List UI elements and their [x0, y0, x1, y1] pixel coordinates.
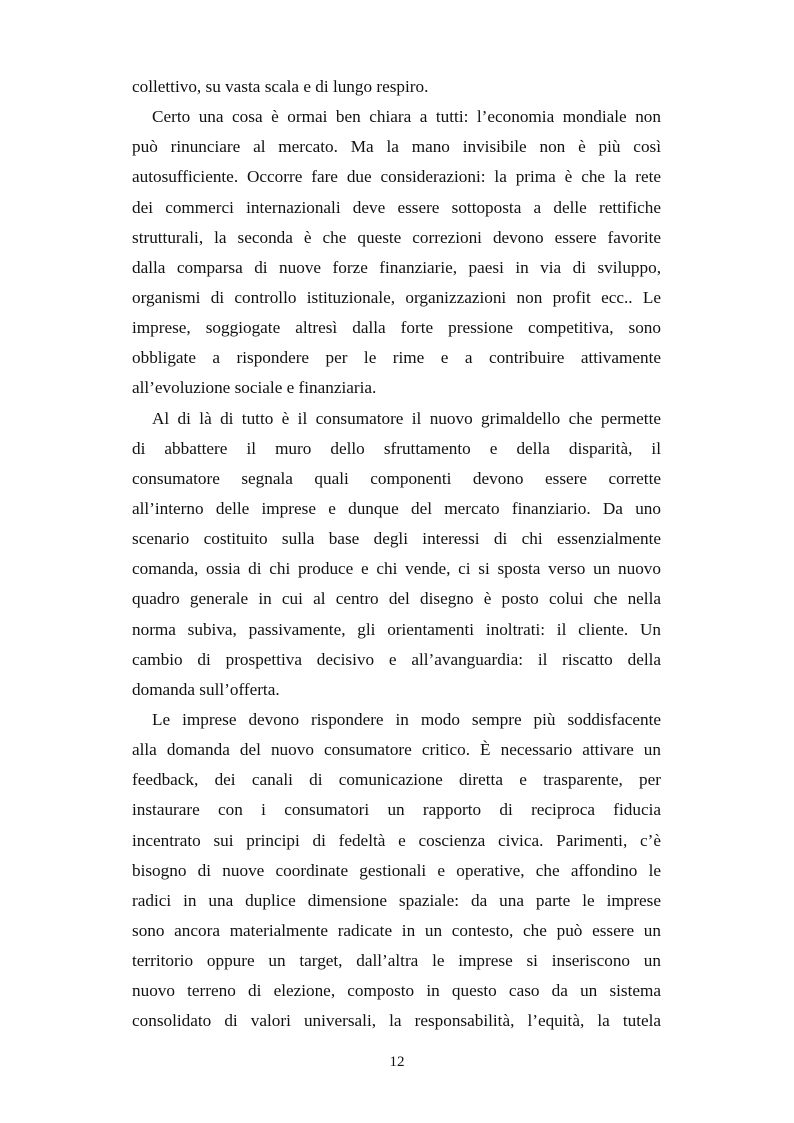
- page-number: 12: [389, 1054, 405, 1070]
- text-line: alla domanda del nuovo consumatore critico. È necessario attivare un: [132, 740, 661, 760]
- text-line: norma subiva, passivamente, gli orientamenti inoltrati: il cliente. Un: [132, 619, 661, 639]
- paragraph: [132, 705, 661, 1037]
- text-line: collettivo, su vasta scala e di lungo respiro.: [132, 77, 429, 96]
- text-line: scenario costituito sulla base degli interessi di chi essenzialmente: [132, 529, 661, 549]
- paragraph: [132, 404, 661, 705]
- text-line: consumatore segnala quali componenti devono essere corrette: [132, 468, 661, 488]
- text-line: territorio oppure un target, dall’altra le imprese si inseriscono un: [132, 951, 661, 971]
- text-line: Al di là di tutto è il consumatore il nuovo grimaldello che permette: [152, 408, 661, 428]
- paragraph: [132, 72, 661, 102]
- text-line: quadro generale in cui al centro del disegno è posto colui che nella: [132, 589, 661, 609]
- text-line: sono ancora materialmente radicate in un contesto, che può essere un: [132, 920, 661, 940]
- text-line: nuovo terreno di elezione, composto in questo caso da un sistema: [132, 981, 661, 1001]
- body-text: [132, 72, 661, 1037]
- text-line: feedback, dei canali di comunicazione diretta e trasparente, per: [132, 770, 661, 790]
- text-line: all’interno delle imprese e dunque del mercato finanziario. Da uno: [132, 498, 661, 518]
- text-line: dei commerci internazionali deve essere sottoposta a delle rettifiche: [132, 197, 661, 217]
- text-line: radici in una duplice dimensione spaziale: da una parte le imprese: [132, 890, 661, 910]
- text-line: comanda, ossia di chi produce e chi vende, ci si sposta verso un nuovo: [132, 559, 661, 579]
- text-line: può rinunciare al mercato. Ma la mano invisibile non è più così: [132, 137, 661, 157]
- text-line: instaurare con i consumatori un rapporto di reciproca fiducia: [132, 800, 661, 820]
- text-line: incentrato sui principi di fedeltà e coscienza civica. Parimenti, c’è: [132, 830, 661, 850]
- text-line: di abbattere il muro dello sfruttamento e della disparità, il: [132, 438, 661, 458]
- text-line: bisogno di nuove coordinate gestionali e operative, che affondino le: [132, 860, 661, 880]
- text-line: domanda sull’offerta.: [132, 679, 280, 699]
- text-line: strutturali, la seconda è che queste correzioni devono essere favorite: [132, 227, 661, 247]
- text-line: organismi di controllo istituzionale, organizzazioni non profit ecc.. Le: [132, 287, 661, 307]
- text-line: dalla comparsa di nuove forze finanziarie, paesi in via di sviluppo,: [132, 257, 661, 277]
- text-line: obbligate a rispondere per le rime e a contribuire attivamente: [132, 348, 661, 368]
- text-line: cambio di prospettiva decisivo e all’avanguardia: il riscatto della: [132, 649, 661, 669]
- text-line: consolidato di valori universali, la responsabilità, l’equità, la tutela: [132, 1011, 661, 1031]
- paragraph: [132, 102, 661, 403]
- text-line: all’evoluzione sociale e finanziaria.: [132, 378, 377, 398]
- text-line: autosufficiente. Occorre fare due considerazioni: la prima è che la rete: [132, 167, 661, 187]
- text-line: Le imprese devono rispondere in modo sempre più soddisfacente: [152, 709, 661, 729]
- text-line: Certo una cosa è ormai ben chiara a tutti: l’economia mondiale non: [152, 107, 661, 127]
- text-line: imprese, soggiogate altresì dalla forte pressione competitiva, sono: [132, 318, 661, 338]
